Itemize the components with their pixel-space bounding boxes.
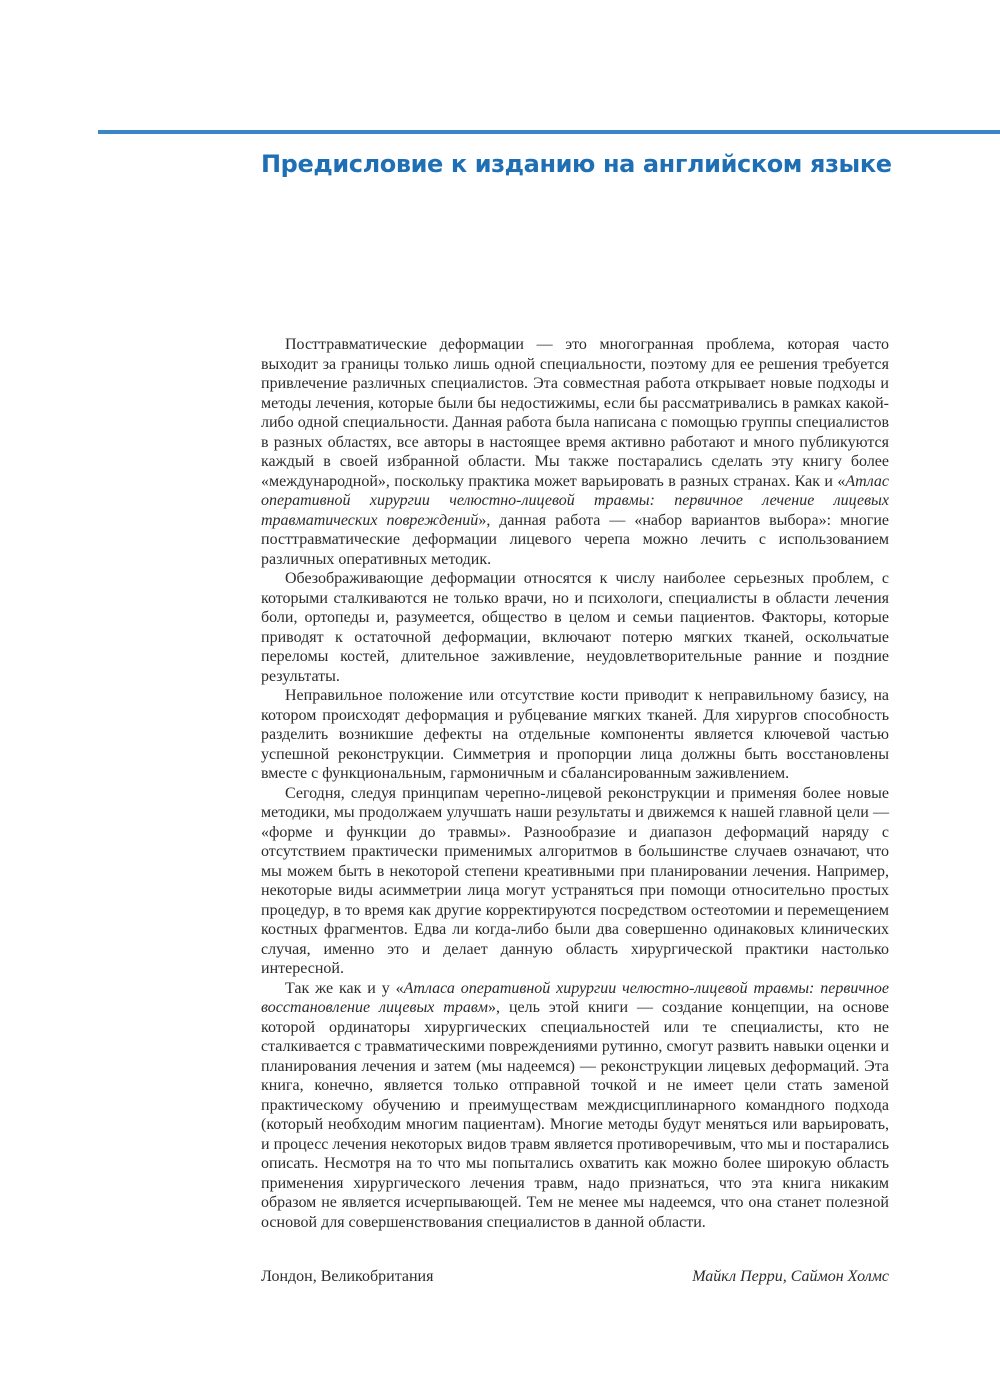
paragraph-text: », данная работа — «набор вариантов выбора»: многие посттравматические деформации лицевого черепа можно лечить с использованием различных оперативных методик. [261, 511, 889, 568]
header-accent-rule [98, 130, 1000, 134]
paragraph-text: Так же как и у « [285, 979, 404, 997]
page-title: Предисловие к изданию на английском языке [261, 150, 892, 178]
paragraph-text: Неправильное положение или отсутствие кости приводит к неправильному базису, на котором происходят деформация и рубцевание мягких тканей. Для хирургов способность разделить возникшие дефекты на отдельные компоненты является ключевой частью успешной реконструкции. Симметрия и пропорции лица должны быть восстановлены вместе с функциональным, гармоничным и сбалансированным заживлением. [261, 687, 889, 782]
paragraph [261, 569, 889, 686]
paragraph-text: Посттравматические деформации — это многогранная проблема, которая часто выходит за границы только лишь одной специальности, поэтому для ее решения требуется привлечение различных специалистов. Эта совместная работа открывает новые подходы и методы лечения, которые были бы недостижимы, если бы рассматривались в рамках какой-либо одной специальности. Данная работа была написана с помощью группы специалистов в разных областях, все авторы в настоящее время активно работают и много публикуются каждый в своей избранной области. Мы также постарались сделать эту книгу более «международной», поскольку практика может варьировать в разных странах. Как и « [261, 336, 889, 490]
preface-body [261, 335, 889, 1232]
paragraph-text: Обезображивающие деформации относятся к числу наиболее серьезных проблем, с которыми сталкиваются не только врачи, но и психологи, специалисты в области лечения боли, ортопеды и, разумеется, общество в целом и семьи пациентов. Факторы, которые приводят к остаточной деформации, включают потерю мягких тканей, оскольчатые переломы костей, длительное заживление, неудовлетворительные ранние и поздние результаты. [261, 570, 889, 685]
paragraph [261, 979, 889, 1233]
signature-place: Лондон, Великобритания [261, 1268, 434, 1285]
signature-authors: Майкл Перри, Саймон Холмс [692, 1268, 889, 1285]
paragraph [261, 335, 889, 569]
book-title-italic: Атлас оперативной хирургии челюстно-лицевой травмы: первичное лечение лицевых травматических повреждений [261, 472, 889, 529]
paragraph [261, 784, 889, 979]
signature-line [261, 1268, 889, 1286]
book-title-italic: Атласа оперативной хирургии челюстно-лицевой травмы: первичное восстановление лицевых травм [261, 979, 890, 1016]
paragraph-text: Сегодня, следуя принципам черепно-лицевой реконструкции и применяя более новые методики, мы продолжаем улучшать наши результаты и движемся к нашей главной цели — «форме и функции до травмы». Разнообразие и диапазон деформаций наряду с отсутствием практически применимых алгоритмов в большинстве случаев означают, что мы можем быть в некоторой степени креативными при планировании лечения. Например, некоторые виды асимметрии лица могут устраняться при помощи относительно простых процедур, в то время как другие корректируются посредством остеотомии и перемещением костных фрагментов. Едва ли когда-либо были два совершенно одинаковых клинических случая, именно это и делает данную область хирургической практики настолько интересной. [261, 784, 889, 977]
paragraph [261, 686, 889, 784]
paragraph-text: », цель этой книги — создание концепции, на основе которой ординаторы хирургических специальностей или те специалисты, кто не сталкивается с травматическими повреждениями рутинно, смогут развить навыки оценки и планирования лечения и затем (мы надеемся) — реконструкции лицевых деформаций. Эта книга, конечно, является только отправной точкой и не имеет цели стать заменой практическому обучению и преимуществам междисциплинарного командного подхода (который необходим многим пациентам). Многие методы будут меняться или варьировать, и процесс лечения некоторых видов травм является противоречивым, что мы и постарались описать. Несмотря на то что мы попытались охватить как можно более широкую область применения хирургического лечения травм, надо признаться, что эта книга никаким образом не является исчерпывающей. Тем не менее мы надеемся, что она станет полезной основой для совершенствования специалистов в данной области. [261, 999, 890, 1231]
